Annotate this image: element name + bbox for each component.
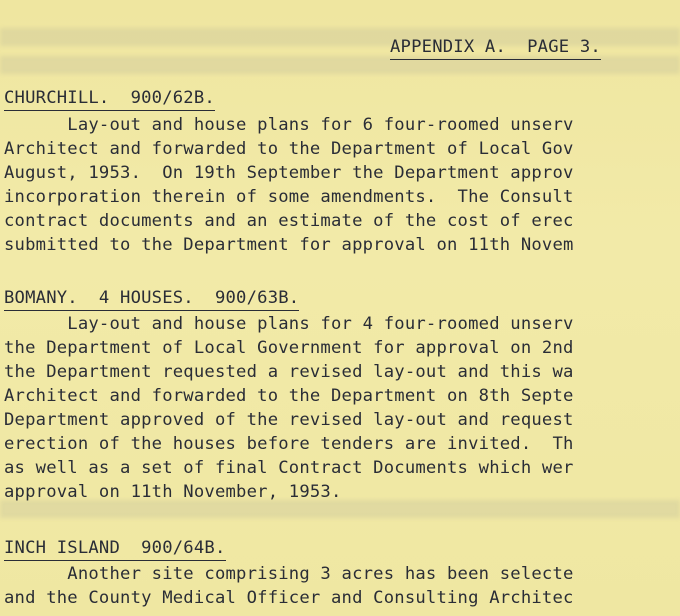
section-heading-churchill: CHURCHILL. 900/62B.: [4, 87, 215, 111]
paragraph-line: erection of the houses before tenders are invited. Th: [4, 434, 574, 454]
paragraph-line: submitted to the Department for approval on 11th Novem: [4, 235, 574, 255]
paragraph-line: the Department requested a revised lay-out and this wa: [4, 362, 574, 382]
paragraph-line: Lay-out and house plans for 6 four-roomed unserv: [4, 115, 574, 135]
paragraph-line: incorporation therein of some amendments. The Consult: [4, 187, 574, 207]
paragraph-line: Architect and forwarded to the Department of Local Gov: [4, 139, 574, 159]
paragraph-line: contract documents and an estimate of the cost of erec: [4, 211, 574, 231]
paragraph-line: August, 1953. On 19th September the Department approv: [4, 163, 574, 183]
section-heading-inch-island: INCH ISLAND 900/64B.: [4, 537, 226, 561]
paragraph-line: Lay-out and house plans for 4 four-roomed unserv: [4, 314, 574, 334]
page-header: APPENDIX A. PAGE 3.: [390, 36, 601, 60]
paragraph-line: Another site comprising 3 acres has been selecte: [4, 564, 574, 584]
paragraph-line: approval on 11th November, 1953.: [4, 482, 342, 502]
paragraph-line: and the County Medical Officer and Consulting Architec: [4, 588, 574, 608]
paragraph-line: as well as a set of final Contract Documents which wer: [4, 458, 574, 478]
section-heading-bomany: BOMANY. 4 HOUSES. 900/63B.: [4, 287, 299, 311]
paragraph-line: Department approved of the revised lay-out and request: [4, 410, 574, 430]
paragraph-line: the Department of Local Government for approval on 2nd: [4, 338, 574, 358]
paragraph-line: Architect and forwarded to the Department on 8th Septe: [4, 386, 574, 406]
